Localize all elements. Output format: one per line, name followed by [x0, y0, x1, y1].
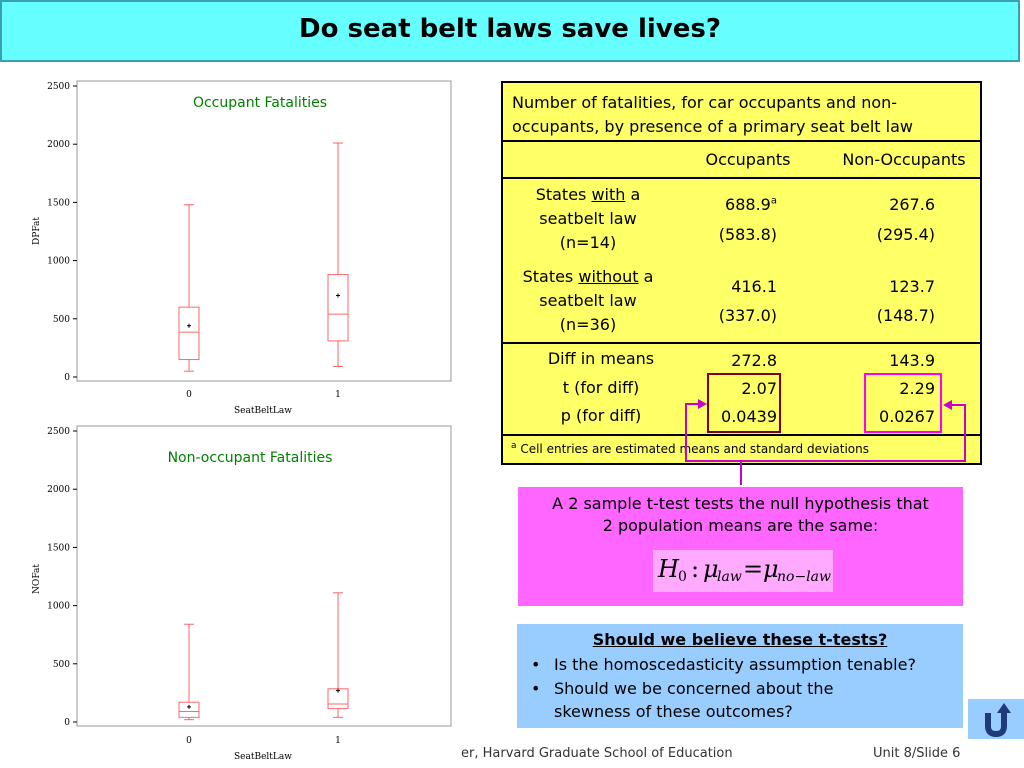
caption-line: occupants, by presence of a primary seat belt law: [512, 117, 913, 136]
occupant-boxplot: [25, 76, 465, 421]
divider: [503, 140, 980, 142]
bullet-text-cont: skewness of these outcomes?: [554, 702, 793, 721]
divider: [503, 434, 980, 436]
plot-frame: [77, 426, 451, 726]
y-tick-1500: 1500: [47, 198, 70, 209]
plot-title: Non-occupant Fatalities: [167, 450, 333, 466]
non-t: 2.29: [899, 379, 935, 398]
x-tick-0: 0: [186, 736, 192, 746]
col-header-non-occupants: Non-Occupants: [842, 150, 966, 169]
table-caption: [512, 91, 913, 139]
with-non-mean: 267.6: [889, 195, 935, 214]
x-axis-label: SeatBeltLaw: [234, 752, 292, 762]
slide-title: Do seat belt laws save lives?: [299, 14, 721, 44]
bullet-item: •: [531, 679, 541, 698]
footer-slide-number: Unit 8/Slide 6: [873, 746, 961, 761]
y-tick-0: 0: [64, 718, 70, 728]
without-occ-sd: (337.0): [718, 306, 777, 325]
y-tick-2000: 2000: [47, 140, 70, 151]
non-occupant-boxplot: [25, 421, 465, 766]
hypothesis-box: [518, 487, 963, 606]
without-non-sd: (148.7): [876, 306, 935, 325]
y-axis: [47, 427, 77, 728]
divider: [503, 342, 980, 344]
hypothesis-line: A 2 sample t-test tests the null hypothesis that: [552, 494, 929, 513]
with-occ-mean: 688.9$^a$: [725, 195, 777, 214]
divider: [503, 177, 980, 179]
y-tick-1000: 1000: [47, 256, 70, 267]
y-tick-1500: 1500: [47, 543, 70, 554]
stat-label-diff: Diff in means: [547, 349, 655, 368]
occ-p: 0.0439: [721, 407, 777, 426]
bullet-text: Should we be concerned about the: [554, 679, 834, 698]
y-tick-500: 500: [52, 659, 70, 670]
plot-frame: [77, 81, 451, 381]
occ-t: 2.07: [741, 379, 777, 398]
plot-title: Occupant Fatalities: [192, 95, 328, 111]
y-tick-1000: 1000: [47, 601, 70, 612]
without-occ-mean: 416.1: [731, 277, 777, 296]
y-tick-2500: 2500: [47, 427, 70, 437]
x-tick-1: 1: [335, 736, 341, 746]
x-tick-1: 1: [335, 390, 341, 400]
question-heading: Should we believe these t-tests?: [592, 630, 888, 649]
hypothesis-text: [518, 493, 963, 537]
results-table: [501, 81, 982, 465]
caption-line: Number of fatalities, for car occupants and non-: [512, 93, 898, 112]
without-non-mean: 123.7: [889, 277, 935, 296]
null-hypothesis-formula: H 0 : μ law = μ no−law: [653, 550, 833, 592]
stat-label-t: t (for diff): [562, 378, 640, 397]
row-label-with: States with a seatbelt law (n=14): [535, 185, 641, 252]
x-tick-0: 0: [186, 390, 192, 400]
bullet-text: Is the homoscedasticity assumption tenable?: [554, 655, 916, 674]
non-diff: 143.9: [889, 351, 935, 370]
x-axis-label: SeatBeltLaw: [234, 406, 292, 416]
y-axis: [47, 82, 77, 383]
y-tick-500: 500: [52, 314, 70, 325]
row-label-without: States without a seatbelt law (n=36): [522, 267, 654, 334]
hypothesis-line: 2 population means are the same:: [602, 516, 879, 535]
footer-source: er, Harvard Graduate School of Education: [461, 746, 733, 761]
return-button[interactable]: [968, 699, 1024, 739]
y-axis-label: NOFat: [32, 564, 42, 594]
y-tick-2000: 2000: [47, 485, 70, 496]
u-turn-icon: [968, 699, 1024, 739]
with-occ-sd: (583.8): [718, 225, 777, 244]
y-tick-2500: 2500: [47, 82, 70, 92]
y-tick-0: 0: [64, 373, 70, 383]
occ-diff: 272.8: [731, 351, 777, 370]
bullet-item: •: [531, 655, 541, 674]
table-footnote: $^a$ Cell entries are estimated means and standard deviations: [511, 441, 869, 456]
question-box: [517, 624, 963, 728]
stat-label-p: p (for diff): [560, 406, 642, 425]
non-p: 0.0267: [879, 407, 935, 426]
col-header-occupants: Occupants: [705, 150, 791, 169]
with-non-sd: (295.4): [876, 225, 935, 244]
y-axis-label: DPFat: [32, 217, 42, 245]
